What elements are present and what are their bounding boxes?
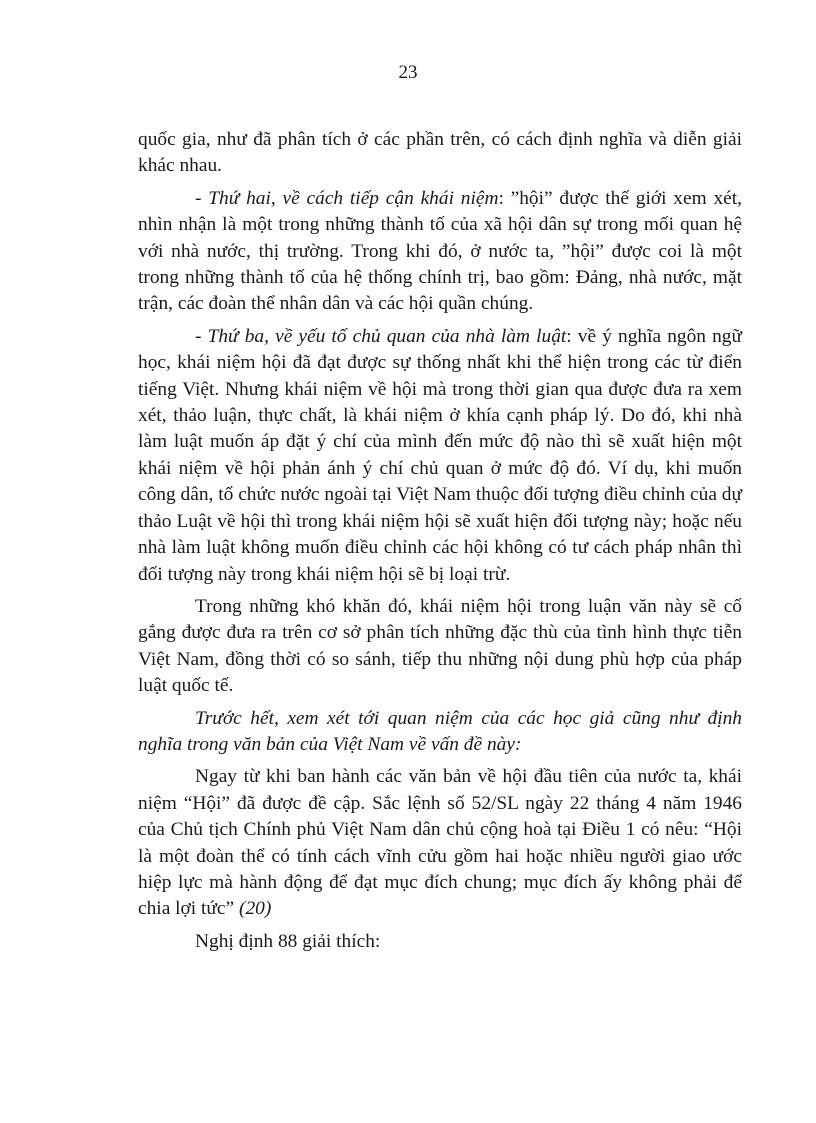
- paragraph-6: [138, 764, 742, 922]
- paragraph-2-lead: - Thứ hai, về cách tiếp cận khái niệm: [195, 187, 499, 209]
- citation-reference: (20): [239, 898, 272, 920]
- paragraph-4: Trong những khó khăn đó, khái niệm hội trong luận văn này sẽ cố gắng được đưa ra trên cơ sở phân tích những đặc thù của tình hình thực tiễn Việt Nam, đồng thời có so sánh, tiếp thu những nội dung phù hợp của pháp luật quốc tế.: [138, 595, 742, 697]
- paragraph-2-body: : ”hội” được thế giới xem xét, nhìn nhận là một trong những thành tố của xã hội dân sự trong mối quan hệ với nhà nước, thị trường. Trong khi đó, ở nước ta, ”hội” được coi là một trong những thành tố của hệ thống chính trị, bao gồm: Đảng, nhà nước, mặt trận, các đoàn thể nhân dân và các hội quần chúng.: [138, 187, 742, 315]
- paragraph-1: quốc gia, như đã phân tích ở các phần trên, có cách định nghĩa và diễn giải khác nhau.: [138, 129, 742, 177]
- paragraph-3: [138, 324, 742, 588]
- paragraph-5: Trước hết, xem xét tới quan niệm của các học giả cũng như định nghĩa trong văn bản của Việt Nam về vấn đề này:: [138, 707, 742, 755]
- page-number: 23: [398, 62, 418, 83]
- paragraph-2: [138, 186, 742, 318]
- paragraph-3-body: : về ý nghĩa ngôn ngữ học, khái niệm hội đã đạt được sự thống nhất khi thể hiện trong các từ điển tiếng Việt. Nhưng khái niệm về hội mà trong thời gian qua được đưa ra xem xét, thảo luận, thực chất, là khái niệm ở khía cạnh pháp lý. Do đó, khi nhà làm luật muốn áp đặt ý chí của mình đến mức độ nào thì sẽ xuất hiện một khái niệm về hội phản ánh ý chí chủ quan ở mức độ đó. Ví dụ, khi muốn công dân, tổ chức nước ngoài tại Việt Nam thuộc đối tượng điều chỉnh của dự thảo Luật về hội thì trong khái niệm hội sẽ xuất hiện đối tượng này; hoặc nếu nhà làm luật không muốn điều chỉnh các hội không có tư cách pháp nhân thì đối tượng này trong khái niệm hội sẽ bị loại trừ.: [138, 325, 742, 585]
- page-body: [138, 127, 742, 961]
- paragraph-7: Nghị định 88 giải thích:: [195, 930, 381, 952]
- paragraph-3-lead: - Thứ ba, về yếu tố chủ quan của nhà làm luật: [195, 325, 567, 347]
- paragraph-6-body: Ngay từ khi ban hành các văn bản về hội đầu tiên của nước ta, khái niệm “Hội” đã được đề cập. Sắc lệnh số 52/SL ngày 22 tháng 4 năm 1946 của Chủ tịch Chính phủ Việt Nam dân chủ cộng hoà tại Điều 1 có nêu: “Hội là một đoàn thể có tính cách vĩnh cửu gồm hai hoặc nhiều người giao ước hiệp lực mà hành động để đạt mục đích chung; mục đích ấy không phải để chia lợi tức”: [138, 766, 742, 920]
